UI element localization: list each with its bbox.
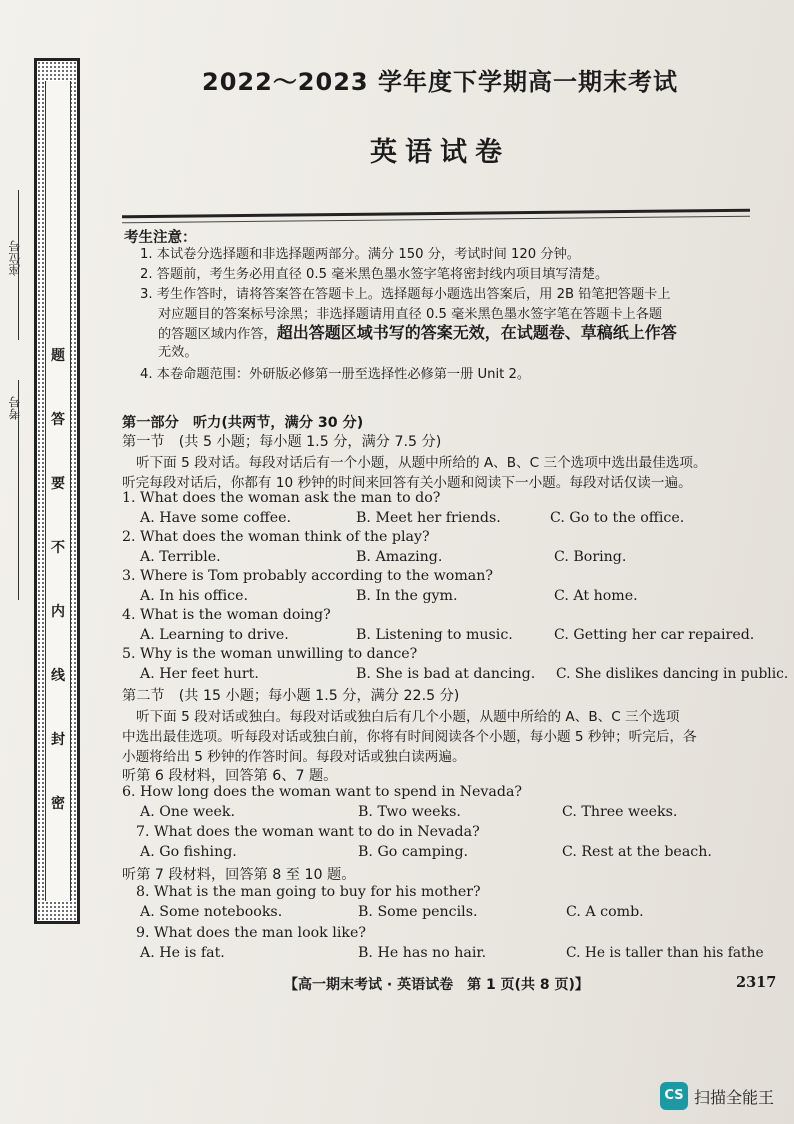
option-a: A. Go fishing. — [140, 844, 237, 860]
question-stem: 3. Where is Tom probably according to the woman? — [122, 568, 493, 584]
notice-emphasis: 超出答题区域书写的答案无效，在试题卷、草稿纸上作答 — [276, 323, 677, 342]
option-c: C. Boring. — [554, 549, 627, 565]
option-a: A. Terrible. — [140, 549, 221, 565]
option-c: C. Getting her car repaired. — [554, 627, 755, 643]
option-c: C. At home. — [554, 588, 638, 604]
option-c: C. She dislikes dancing in public. — [556, 666, 789, 682]
binding-strip — [34, 58, 80, 924]
section2-instruction: 中选出最佳选项。听每段对话或独白前，你将有时间阅读各个小题，每小题 5 秒钟；听完后，各 — [122, 729, 697, 745]
question-stem: 5. Why is the woman unwilling to dance? — [122, 646, 418, 662]
paper-code: 2317 — [736, 974, 777, 991]
section2-instruction: 小题将给出 5 秒钟的作答时间。每段对话或独白读两遍。 — [122, 749, 466, 765]
option-b: B. In the gym. — [356, 588, 458, 604]
option-b: B. Meet her friends. — [356, 510, 501, 526]
option-a: A. One week. — [140, 804, 235, 820]
seal-word: 内 — [51, 604, 65, 620]
question-stem: 6. How long does the woman want to spend in Nevada? — [122, 784, 523, 800]
option-b: B. She is bad at dancing. — [356, 666, 536, 682]
option-b: B. He has no hair. — [358, 945, 487, 961]
option-b: B. Some pencils. — [358, 904, 478, 920]
page-footer: 【高一期末考试 · 英语试卷 第 1 页(共 8 页)】 — [284, 977, 589, 993]
notice-item: 2. 答题前，考生务必用直径 0.5 毫米黑色墨水签字笔将密封线内项目填写清楚。 — [140, 267, 609, 282]
question-stem: 1. What does the woman ask the man to do? — [122, 490, 441, 506]
option-c: C. Rest at the beach. — [562, 844, 712, 860]
scanner-logo-icon: CS — [660, 1082, 688, 1110]
seal-word: 题 — [51, 348, 65, 364]
notice-text: 的答题区域内作答， — [158, 327, 277, 342]
option-a: A. He is fat. — [140, 945, 225, 961]
option-a: A. Have some coffee. — [140, 510, 292, 526]
option-b: B. Two weeks. — [358, 804, 461, 820]
notice-item: 4. 本卷命题范围：外研版必修第一册至选择性必修第一册 Unit 2。 — [140, 367, 531, 382]
seal-word: 密 — [51, 796, 65, 812]
option-c: C. Three weeks. — [562, 804, 678, 820]
material-7-heading: 听第 7 段材料，回答第 8 至 10 题。 — [122, 867, 356, 883]
seat-number-label: 座位号 — [8, 240, 22, 276]
question-stem: 9. What does the man look like? — [136, 925, 366, 941]
question-stem: 2. What does the woman think of the play? — [122, 529, 430, 545]
option-b: B. Listening to music. — [356, 627, 513, 643]
seal-word: 封 — [51, 732, 65, 748]
option-b: B. Go camping. — [358, 844, 469, 860]
exam-title: 2022～2023 学年度下学期高一期末考试 — [202, 68, 678, 96]
part1-heading: 第一部分 听力(共两节，满分 30 分) — [122, 415, 364, 431]
notice-item: 对应题目的答案标号涂黑；非选择题请用直径 0.5 毫米黑色墨水签字笔在答题卡上各题 — [158, 307, 663, 322]
option-a: A. Some notebooks. — [140, 904, 283, 920]
exam-subtitle: 英语试卷 — [370, 137, 510, 168]
scanner-watermark: 扫描全能王 — [694, 1088, 775, 1107]
section2-instruction: 听下面 5 段对话或独白。每段对话或独白后有几个小题，从题中所给的 A、B、C 三个选项 — [136, 709, 680, 725]
option-c: C. Go to the office. — [550, 510, 685, 526]
question-stem: 7. What does the woman want to do in Nevada? — [136, 824, 480, 840]
section1-heading: 第一节 (共 5 小题；每小题 1.5 分，满分 7.5 分) — [122, 434, 442, 450]
option-b: B. Amazing. — [356, 549, 443, 565]
option-c: C. He is taller than his fathe — [566, 945, 764, 961]
section1-instruction: 听完每段对话后，你都有 10 秒钟的时间来回答有关小题和阅读下一小题。每段对话仅读一遍。 — [122, 475, 692, 491]
notice-emphasis: 无效。 — [158, 345, 198, 360]
notice-heading: 考生注意： — [124, 230, 197, 246]
option-a: A. In his office. — [140, 588, 248, 604]
option-c: C. A comb. — [566, 904, 644, 920]
seal-word: 答 — [51, 412, 65, 428]
seal-line-column — [45, 81, 71, 901]
question-stem: 4. What is the woman doing? — [122, 607, 331, 623]
material-6-heading: 听第 6 段材料，回答第 6、7 题。 — [122, 768, 338, 784]
notice-item — [158, 324, 778, 344]
seal-word: 不 — [51, 540, 65, 556]
section2-heading: 第二节 (共 15 小题；每小题 1.5 分，满分 22.5 分) — [122, 688, 460, 704]
notice-item: 3. 考生作答时，请将答案答在答题卡上。选择题每小题选出答案后，用 2B 铅笔把答题卡上 — [140, 287, 671, 302]
option-a: A. Learning to drive. — [140, 627, 289, 643]
option-a: A. Her feet hurt. — [140, 666, 259, 682]
seal-word: 要 — [51, 476, 65, 492]
section1-instruction: 听下面 5 段对话。每段对话后有一个小题，从题中所给的 A、B、C 三个选项中选出最佳选项。 — [136, 455, 707, 471]
question-stem: 8. What is the man going to buy for his mother? — [136, 884, 481, 900]
seal-word: 线 — [51, 668, 65, 684]
exam-number-label: 考号 — [8, 396, 22, 420]
notice-item: 1. 本试卷分选择题和非选择题两部分。满分 150 分，考试时间 120 分钟。 — [140, 247, 580, 262]
